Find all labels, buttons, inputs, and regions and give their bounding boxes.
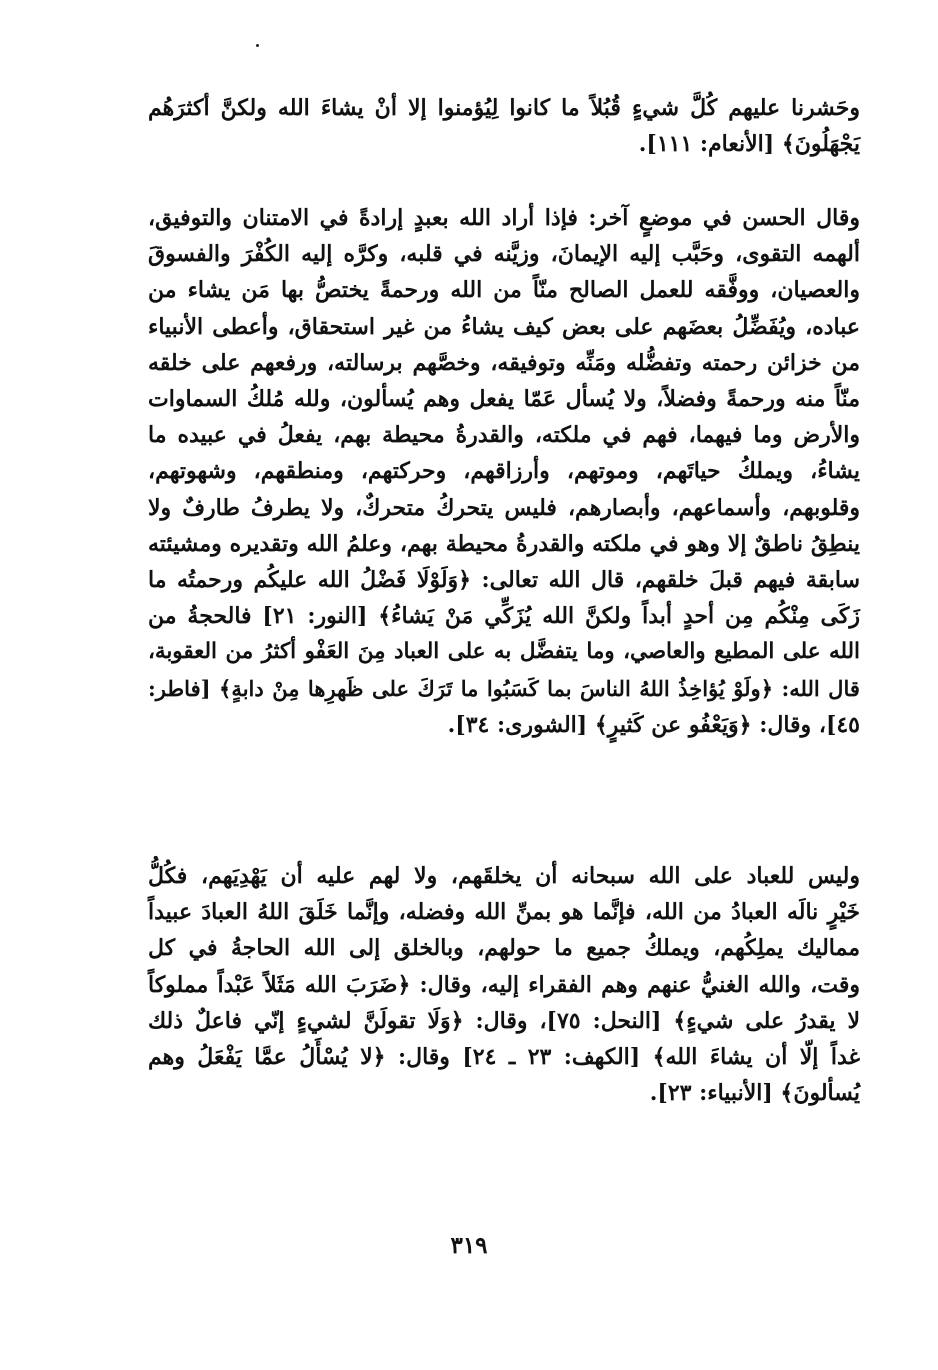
text-line: وحَشرنا عليهم كُلَّ شيءٍ قُبُلاً ما كانوا لِيُؤمنوا إلا أنْ يشاءَ الله ولكنَّ أكثرَهُم [148,95,860,121]
text-line: لا يقدرُ على شيءٍ﴾ [النحل: ٧٥]، وقال: ﴿وَلَا تقولَنَّ لشيءٍ إنّي فاعلٌ ذلك [148,1007,860,1034]
text-line: ينطِقُ ناطقٌ إلا وهو في ملكته والقدرةُ محيطة بهم، وعلمُ الله وتقديره ومشيئته [148,530,860,557]
paragraph-3 [148,858,860,1111]
text-line: زَكَى مِنْكُم مِن أحدٍ أبداً ولكنَّ الله يُزَكِّي مَنْ يَشاءُ﴾ [النور: ٢١] فالحجةُ من [148,603,860,630]
text-line: مماليك يملِكُهم، ويملكُ جميع ما حولهم، وبالخلق إلى الله الحاجةُ في كل [148,935,861,962]
text-line: وقلوبهم، وأسماعهم، وأبصارهم، فليس يتحركُ متحركٌ، ولا يطرفُ طارفٌ ولا [148,494,860,521]
text-line: منّاً منه ورحمةً وفضلاً، ولا يُسأل عَمّا يفعل وهم يُسألون، ولله مُلكُ السماوات [148,386,860,413]
text-line: من خزائن رحمته وتفضُّله ومَنِّه وتوفيقه، وخصَّهم برسالته، ورفعهم على خلقه [148,349,860,376]
text-line: وقال الحسن في موضعٍ آخر: فإذا أراد الله بعبدٍ إرادةً في الامتنان والتوفيق، [148,205,860,231]
ink-speck [256,44,259,47]
text-line: ألهمه التقوى، وحَبَّب إليه الإيمانَ، وزيَّنه في قلبه، وكرَّه إليه الكُفْرَ والفسوقَ [148,241,860,268]
text-line: والعصيان، ووفَّقه للعمل الصالح منّاً من الله ورحمةً يختصُّ بها مَن يشاء من [148,277,860,304]
text-line: يشاءُ، ويملكُ حياتَهم، وموتهم، وأرزاقهم، وحركتهم، ومنطقهم، وشهوتهم، [148,458,860,485]
text-line: وقت، والله الغنيُّ عنهم وهم الفقراء إليه، وقال: ﴿ضَرَبَ الله مَثَلاً عَبْداً مملوكاً [148,971,860,998]
text-line: يَجْهَلُونَ﴾ [الأنعام: ١١١]. [638,131,860,158]
text-line: والأرض وما فيهما، فهم في ملكته، والقدرةُ محيطة بهم، يفعلُ في عبيده ما [148,422,860,449]
text-line: قال الله: ﴿ولَوْ يُؤاخِذُ اللهُ الناسَ بما كَسَبُوا ما تَرَكَ على ظَهرِها مِنْ دابةٍ﴾ [فاطر: [148,675,860,701]
text-line: ٤٥]، وقال: ﴿وَيَعْفُو عن كَثيرٍ﴾ [الشورى: ٣٤]. [447,711,860,738]
paragraph-2 [148,200,860,743]
text-line: يُسألونَ﴾ [الأنبياء: ٢٣]. [649,1080,860,1107]
text-line: غداً إلّا أن يشاءَ الله﴾ [الكهف: ٢٣ ـ ٢٤] وقال: ﴿لا يُسْأَلُ عمَّا يَفْعَلُ وهم [148,1044,860,1071]
paragraph-1 [148,90,860,162]
text-line: خَيْرٍ نالَه العبادُ من الله، فإنَّما هو بمنِّ الله وفضله، وإنَّما خَلَقَ اللهُ العبادَ عبيداً [148,899,860,926]
text-line: الله على المطيع والعاصي، وما يتفضَّل به على العباد مِنَ العَفْو أكثرُ من العقوبة، [148,639,860,665]
text-line: عباده، ويُفَضِّلُ بعضَهم على بعض كيف يشاءُ من غير استحقاق، وأعطى الأنبياء [148,313,860,340]
text-line: وليس للعباد على الله سبحانه أن يخلقَهم، ولا لهم عليه أن يَهْدِيَهم، فكُلُّ [148,863,860,889]
text-line: سابقة فيهم قبلَ خلقهم، قال الله تعالى: ﴿وَلَوْلَا فَضْلُ الله عليكُم ورحمتُه ما [148,567,860,594]
page-number: ٣١٩ [450,1232,488,1259]
